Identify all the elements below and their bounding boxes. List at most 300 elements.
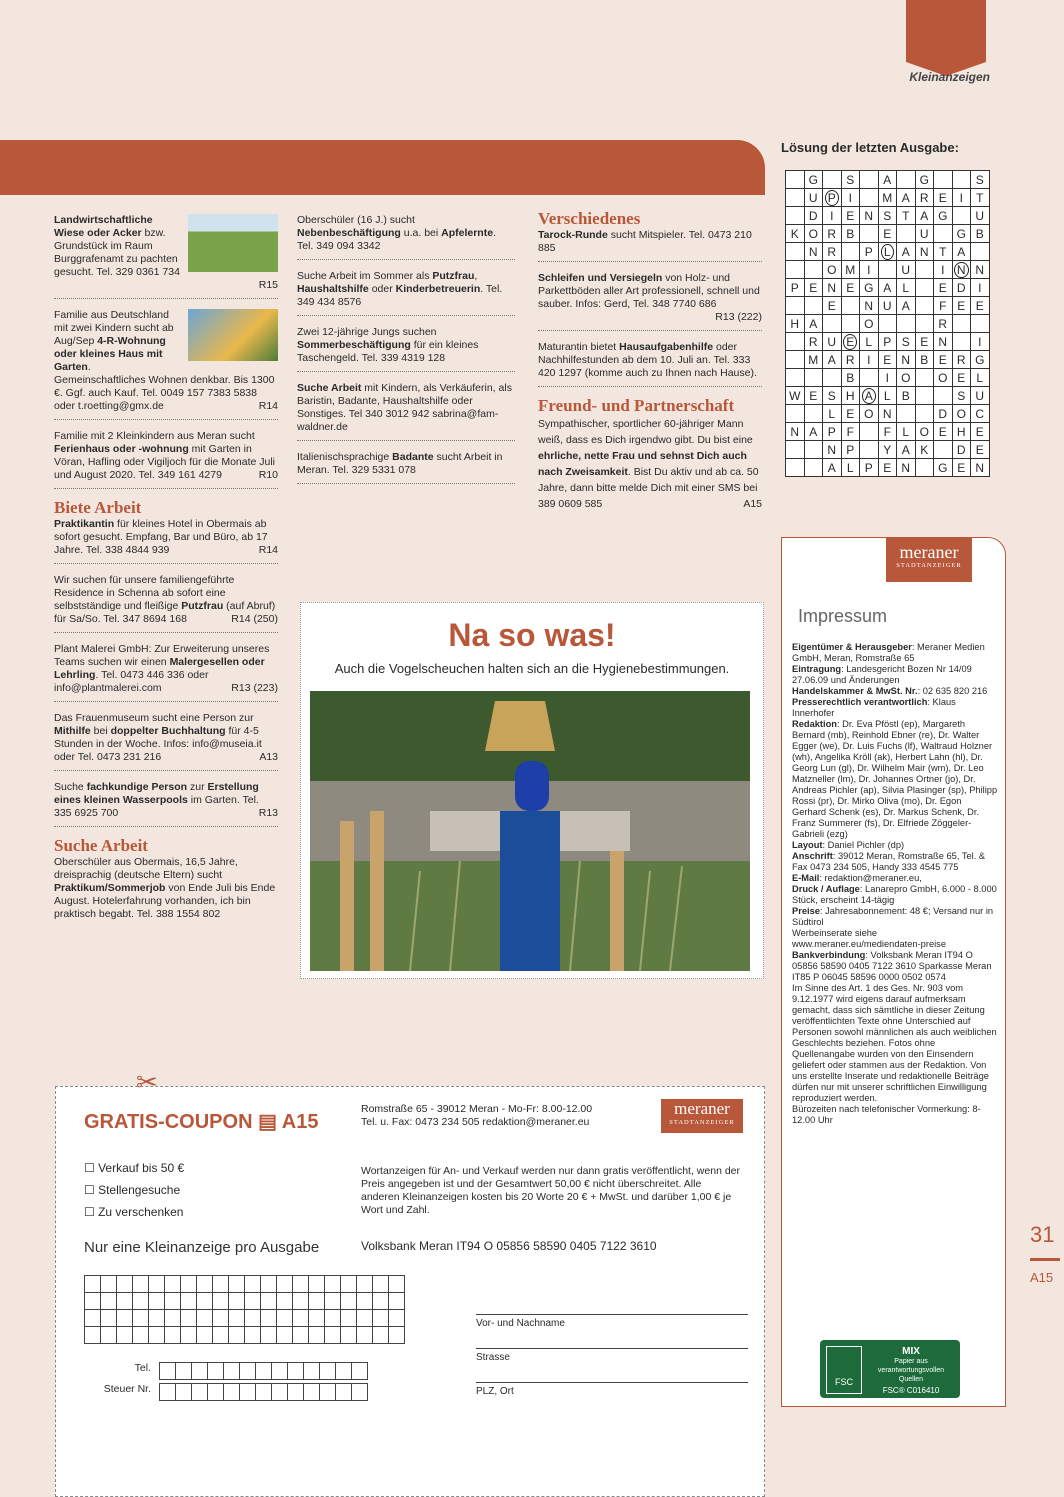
grid-cell[interactable] (224, 1363, 240, 1380)
grid-cell[interactable] (197, 1276, 213, 1293)
impressum-line: Druck / Auflage: Lanarepro GmbH, 6.000 - 8.000 Stück, erscheint 14-tägig (792, 884, 997, 905)
grid-cell[interactable] (336, 1384, 352, 1401)
crossword-cell (786, 369, 805, 387)
coupon-info: Wortanzeigen für An- und Verkauf werden nur dann gratis veröffentlicht, wenn der Preis angegeben ist und der Gesamtwert 50,00 € nicht überschreitet. Alle anderen Kleinanzeigen kosten bis 20 Worte 20 € + MwSt. und darüber 1,00 € je Wort und Zahl. (361, 1165, 741, 1216)
plz-field[interactable]: PLZ, Ort (476, 1382, 748, 1397)
grid-cell[interactable] (320, 1363, 336, 1380)
crossword-cell: E (878, 351, 897, 369)
crossword-cell: R (804, 333, 823, 351)
crossword-cell: O (860, 315, 879, 333)
coupon-option[interactable]: ☐ Zu verschenken (84, 1205, 184, 1219)
grid-cell[interactable] (341, 1293, 357, 1310)
grid-cell[interactable] (85, 1310, 101, 1327)
grid-cell[interactable] (133, 1293, 149, 1310)
coupon-option[interactable]: ☐ Stellengesuche (84, 1183, 181, 1197)
verschiedenes-heading: Verschiedenes (538, 209, 641, 228)
grid-cell[interactable] (325, 1293, 341, 1310)
crossword-cell: E (915, 333, 934, 351)
crossword-cell: R (841, 351, 860, 369)
crossword-cell: A (860, 387, 879, 405)
grid-cell[interactable] (197, 1293, 213, 1310)
crossword-cell: O (804, 225, 823, 243)
coupon-book-icon: ▤ (258, 1111, 282, 1133)
crossword-cell (934, 225, 953, 243)
grid-cell[interactable] (176, 1384, 192, 1401)
crossword-cell (915, 315, 934, 333)
grid-cell[interactable] (389, 1276, 405, 1293)
crossword-cell: L (878, 243, 897, 261)
crossword-cell: I (878, 369, 897, 387)
grid-cell[interactable] (165, 1293, 181, 1310)
grid-cell[interactable] (389, 1310, 405, 1327)
crossword-cell (897, 171, 916, 189)
classified-ad: Oberschüler aus Obermais, 16,5 Jahre, dreisprachig (deutsche Eltern) sucht Praktikum/Sommerjob von Ende Juli bis Ende August. Hotelerfahrung vorhanden, ich bin praktisch begabt. Tel. 388 1554 802 (54, 856, 276, 920)
impressum-line: Preise: Jahresabonnement: 48 €; Versand nur in Südtirol (792, 906, 994, 927)
grid-cell[interactable] (304, 1384, 320, 1401)
grid-cell[interactable] (133, 1327, 149, 1344)
crossword-cell (915, 297, 934, 315)
street-field[interactable]: Strasse (476, 1348, 748, 1363)
crossword-cell: G (934, 459, 953, 477)
crossword-cell: F (841, 423, 860, 441)
crossword-cell (915, 459, 934, 477)
grid-cell[interactable] (213, 1276, 229, 1293)
classified-ad: Sympathischer, sportlicher 60-jähriger Mann weiß, dass es Dich irgendwo gibt. Du bist eine ehrliche, nette Frau und sehnst Dich auch nach Zweisamkeit. Bist Du aktiv und ab ca. 50 Jahre, dann bitte melde Dich mit einer SMS bei 389 0609 585 A15 (538, 418, 762, 510)
column-2 (297, 214, 515, 494)
impressum-line: Anschrift: 39012 Meran, Romstraße 65, Tel. & Fax 0473 234 505, Handy 333 4545 775 (792, 851, 986, 872)
word-grid[interactable] (84, 1275, 405, 1344)
grid-cell[interactable] (309, 1310, 325, 1327)
grid-cell[interactable] (261, 1293, 277, 1310)
crossword-cell: M (841, 261, 860, 279)
crossword-cell (860, 171, 879, 189)
grid-cell[interactable] (277, 1276, 293, 1293)
impressum-box (781, 537, 1006, 1407)
crossword-cell: S (878, 207, 897, 225)
crossword-cell: B (841, 225, 860, 243)
crossword-cell: F (878, 423, 897, 441)
grid-cell[interactable] (165, 1276, 181, 1293)
grid-cell[interactable] (277, 1293, 293, 1310)
page-divider (1030, 1258, 1060, 1261)
grid-cell[interactable] (160, 1384, 176, 1401)
impressum-line: Im Sinne des Art. 1 des Ges. Nr. 903 vom 9.12.1977 wird eigens darauf aufmerksam gemacht, dass sich sämtliche in dieser Zeitung veröffentlichten Texte ohne Unterschied auf Personen sowohl männlichen als auch weiblichen Geschlechts beziehen. Fotos ohne Quellenangabe wurden von den Einsendern geliefert oder stammen aus der Redaktion. Von uns erstellte Inserate und redaktionelle Beiträge dürfen nur mit unserer schriftlichen Einwilligung reproduziert werden. (792, 983, 997, 1103)
crossword-cell (786, 297, 805, 315)
grid-cell[interactable] (165, 1310, 181, 1327)
crossword-solution (785, 170, 990, 477)
crossword-cell: I (934, 261, 953, 279)
coupon-option[interactable]: ☐ Verkauf bis 50 € (84, 1161, 185, 1175)
crossword-cell: S (841, 171, 860, 189)
grid-cell[interactable] (389, 1293, 405, 1310)
grid-cell[interactable] (261, 1327, 277, 1344)
crossword-cell (952, 333, 971, 351)
section-label: Kleinanzeigen (909, 70, 990, 84)
page-number: 31 (1030, 1222, 1055, 1247)
grid-cell[interactable] (288, 1363, 304, 1380)
crossword-cell: A (878, 279, 897, 297)
grid-cell[interactable] (208, 1363, 224, 1380)
grid-cell[interactable] (181, 1310, 197, 1327)
impressum-line: Redaktion: Dr. Eva Pföstl (ep), Margareth Bernard (mb), Reinhold Ebner (re), Dr. Walter Egger (we), Dr. Luis Fuchs (lf), Waltraud Holzner (wh), Angelika Kröll (ak), Herbert Lahn (hl), Dr. Georg Lun (gl), Dr. Wilhelm Mair (wm), Dr. Leo Matzneller (lm), Dr. Johannes Ortner (jo), Dr. Andreas Pichler (ap), Silvia Plasinger (sp), Philipp Rossi (pr), Dr. Mirko Oliva (mo), Dr. Egon Gerhard Schenk (es), Dr. Markus Schenk, Dr. Franz Summerer (fs), Dr. Elfriede Zöggeler-Gabrieli (ezg) (792, 719, 998, 839)
crossword-cell: E (841, 333, 860, 351)
tel-label: Tel. (134, 1362, 151, 1374)
crossword-cell: R (823, 243, 842, 261)
crossword-cell: B (915, 351, 934, 369)
crossword-cell: G (804, 171, 823, 189)
crossword-cell: Y (878, 441, 897, 459)
impressum-logo: meraner STADTANZEIGER (886, 538, 972, 582)
family-photo (188, 309, 278, 361)
crossword-cell: N (971, 261, 990, 279)
grid-cell[interactable] (293, 1276, 309, 1293)
crossword-cell: I (860, 261, 879, 279)
crossword-cell: D (952, 279, 971, 297)
crossword-cell: A (897, 297, 916, 315)
crossword-cell: D (952, 441, 971, 459)
crossword-cell: B (971, 225, 990, 243)
grid-cell[interactable] (309, 1327, 325, 1344)
crossword-cell: U (878, 297, 897, 315)
crossword-cell: I (971, 333, 990, 351)
grid-cell[interactable] (117, 1276, 133, 1293)
crossword-cell (823, 315, 842, 333)
crossword-cell: L (841, 459, 860, 477)
crossword-cell: N (786, 423, 805, 441)
grid-cell[interactable] (245, 1293, 261, 1310)
partnerschaft-heading: Freund- und Partnerschaft (538, 396, 735, 415)
crossword-cell: I (841, 189, 860, 207)
crossword-cell: H (952, 423, 971, 441)
na-so-was-subtitle: Auch die Vogelscheuchen halten sich an die Hygienebestimmungen. (334, 661, 730, 676)
crossword-cell: I (823, 207, 842, 225)
grid-cell[interactable] (85, 1327, 101, 1344)
grid-cell[interactable] (373, 1327, 389, 1344)
suche-arbeit-heading: Suche Arbeit (54, 836, 148, 855)
crossword-cell (823, 369, 842, 387)
crossword-cell: N (897, 351, 916, 369)
classified-ad: Suche Arbeit im Sommer als Putzfrau, Haushaltshilfe oder Kinderbetreuerin. Tel. 349 434 8576 (297, 270, 515, 316)
crossword-cell (804, 459, 823, 477)
grid-cell[interactable] (229, 1293, 245, 1310)
classified-ad: Familie aus Deutschland mit zwei Kindern sucht ab Aug/Sep 4-R-Wohnung oder kleines Haus mit Garten. Gemeinschaftliches Wohnen denkbar. Bis 1300 €. Ggf. auch Kauf. Tel. 0049 157 7383 5838 oder t.roetting@gmx.de R14 (54, 309, 278, 420)
grid-cell[interactable] (325, 1310, 341, 1327)
grid-cell[interactable] (149, 1276, 165, 1293)
crossword-cell: M (804, 351, 823, 369)
grid-cell[interactable] (272, 1384, 288, 1401)
grid-cell[interactable] (133, 1310, 149, 1327)
grid-cell[interactable] (277, 1310, 293, 1327)
coupon-options (84, 1157, 184, 1223)
grid-cell[interactable] (352, 1363, 368, 1380)
crossword-cell: G (934, 207, 953, 225)
crossword-cell: G (971, 351, 990, 369)
crossword-cell (952, 315, 971, 333)
crossword-cell (915, 261, 934, 279)
grid-cell[interactable] (176, 1363, 192, 1380)
grid-cell[interactable] (256, 1384, 272, 1401)
crossword-cell (878, 261, 897, 279)
grid-cell[interactable] (149, 1310, 165, 1327)
crossword-cell: E (841, 405, 860, 423)
grid-cell[interactable] (320, 1384, 336, 1401)
grid-cell[interactable] (357, 1293, 373, 1310)
grid-cell[interactable] (373, 1293, 389, 1310)
classified-ad: Schleifen und Versiegeln von Holz- und Parkettböden aller Art professionell, schnell und sauber. Infos: Gerd, Tel. 348 7740 686 R13 (222) (538, 272, 762, 331)
crossword-cell (897, 315, 916, 333)
crossword-cell: O (823, 261, 842, 279)
crossword-cell: U (804, 189, 823, 207)
grid-cell[interactable] (341, 1276, 357, 1293)
crossword-cell: R (952, 351, 971, 369)
grid-cell[interactable] (341, 1310, 357, 1327)
crossword-cell: N (897, 459, 916, 477)
grid-cell[interactable] (197, 1327, 213, 1344)
impressum-line: Bürozeiten nach telefonischer Vormerkung: 8-12.00 Uhr (792, 1104, 981, 1125)
crossword-cell: E (934, 351, 953, 369)
grid-cell[interactable] (373, 1310, 389, 1327)
impressum-line: E-Mail: redaktion@meraner.eu, (792, 873, 922, 883)
column-1 (54, 214, 278, 937)
coupon-address: Romstraße 65 - 39012 Meran - Mo-Fr: 8.00-12.00 (361, 1103, 593, 1115)
crossword-cell: L (897, 279, 916, 297)
grid-cell[interactable] (208, 1384, 224, 1401)
crossword-cell: U (971, 387, 990, 405)
impressum-line: Handelskammer & MwSt. Nr.: 02 635 820 216 (792, 686, 988, 696)
crossword-cell: U (971, 207, 990, 225)
classified-ad: Maturantin bietet Hausaufgabenhilfe oder Nachhilfestunden ab dem 10. Juli an. Tel. 333 420 1297 (komme auch zu Ihnen nach Hause). (538, 341, 762, 387)
coupon-bank: Volksbank Meran IT94 O 05856 58590 0405 7122 3610 (361, 1239, 657, 1253)
grid-cell[interactable] (357, 1276, 373, 1293)
grid-cell[interactable] (389, 1327, 405, 1344)
grid-cell[interactable] (192, 1384, 208, 1401)
crossword-cell: A (952, 243, 971, 261)
crossword-cell: T (971, 189, 990, 207)
crossword-cell: E (934, 279, 953, 297)
crossword-cell (786, 441, 805, 459)
grid-cell[interactable] (117, 1310, 133, 1327)
grid-cell[interactable] (192, 1363, 208, 1380)
grid-cell[interactable] (336, 1363, 352, 1380)
grid-cell[interactable] (213, 1293, 229, 1310)
grid-cell[interactable] (181, 1327, 197, 1344)
crossword-cell: D (804, 207, 823, 225)
grid-cell[interactable] (160, 1363, 176, 1380)
crossword-cell: U (897, 261, 916, 279)
coupon-title: GRATIS-COUPON (84, 1111, 253, 1133)
grid-cell[interactable] (101, 1310, 117, 1327)
scissors-icon: ✂ (136, 1067, 158, 1097)
grid-cell[interactable] (309, 1293, 325, 1310)
grid-cell[interactable] (304, 1363, 320, 1380)
fsc-badge: FSC MIX Papier aus verantwortungsvollen Quellen FSC® C016410 (820, 1340, 960, 1398)
grid-cell[interactable] (352, 1384, 368, 1401)
crossword-cell: E (841, 279, 860, 297)
crossword-cell (971, 243, 990, 261)
section-tab (906, 0, 986, 62)
grid-cell[interactable] (149, 1293, 165, 1310)
grid-cell[interactable] (245, 1327, 261, 1344)
crossword-cell: E (878, 225, 897, 243)
crossword-cell: G (952, 225, 971, 243)
crossword-cell (823, 171, 842, 189)
crossword-cell: S (952, 387, 971, 405)
classified-ad: Suche Arbeit mit Kindern, als Verkäuferin, als Baristin, Badante, Haushaltshilfe oder Sonstiges. Tel 340 3012 942 sabrina@fam-waldner.de (297, 382, 515, 441)
gratis-coupon (55, 1067, 765, 1497)
classified-ad: Italienischsprachige Badante sucht Arbeit in Meran. Tel. 329 5331 078 (297, 451, 515, 484)
crossword-cell: A (823, 459, 842, 477)
grid-cell[interactable] (240, 1363, 256, 1380)
crossword-cell: R (823, 225, 842, 243)
name-field[interactable]: Vor- und Nachname (476, 1314, 748, 1329)
crossword-cell (952, 171, 971, 189)
grid-cell[interactable] (85, 1293, 101, 1310)
grid-cell[interactable] (165, 1327, 181, 1344)
crossword-cell (841, 243, 860, 261)
tel-input[interactable] (159, 1362, 368, 1380)
impressum-line: Werbeinserate siehe www.meraner.eu/mediendaten-preise (792, 928, 946, 949)
crossword-cell: A (804, 315, 823, 333)
crossword-cell: S (823, 387, 842, 405)
crossword-cell (786, 207, 805, 225)
crossword-cell: P (860, 459, 879, 477)
crossword-cell: E (804, 279, 823, 297)
grid-cell[interactable] (293, 1293, 309, 1310)
crossword-cell (804, 369, 823, 387)
grid-cell[interactable] (325, 1327, 341, 1344)
crossword-cell: S (897, 333, 916, 351)
crossword-cell: L (823, 405, 842, 423)
grid-cell[interactable] (373, 1276, 389, 1293)
impressum-line: Presserechtlich verantwortlich: Klaus Innerhofer (792, 697, 956, 718)
crossword-cell (860, 423, 879, 441)
grid-cell[interactable] (133, 1276, 149, 1293)
crossword-cell: N (860, 297, 879, 315)
grid-cell[interactable] (85, 1276, 101, 1293)
crossword-cell (934, 171, 953, 189)
crossword-cell: E (804, 387, 823, 405)
grid-cell[interactable] (245, 1276, 261, 1293)
grid-cell[interactable] (293, 1310, 309, 1327)
grid-cell[interactable] (101, 1293, 117, 1310)
impressum-line: Eigentümer & Herausgeber: Meraner Medien GmbH, Meran, Romstraße 65 (792, 642, 985, 663)
crossword-cell (804, 261, 823, 279)
grid-cell[interactable] (117, 1293, 133, 1310)
grid-cell[interactable] (117, 1327, 133, 1344)
crossword-cell (786, 189, 805, 207)
crossword-cell: E (823, 297, 842, 315)
crossword-cell: E (971, 441, 990, 459)
grid-cell[interactable] (245, 1310, 261, 1327)
grid-cell[interactable] (261, 1310, 277, 1327)
crossword-cell: G (915, 171, 934, 189)
crossword-cell: C (971, 405, 990, 423)
crossword-cell: O (897, 369, 916, 387)
crossword-cell: N (971, 459, 990, 477)
crossword-cell (934, 441, 953, 459)
crossword-cell (841, 315, 860, 333)
classified-ad: Wir suchen für unsere familiengeführte Residence in Schenna ab sofort eine selbstständige und fleißige Putzfrau (auf Abruf) für Sa/So. Tel. 347 8694 168 R14 (250) (54, 574, 278, 633)
grid-cell[interactable] (261, 1276, 277, 1293)
crossword-cell (860, 225, 879, 243)
grid-cell[interactable] (101, 1327, 117, 1344)
grid-cell[interactable] (229, 1327, 245, 1344)
fsc-tree-icon: FSC (826, 1346, 862, 1394)
crossword-cell: E (952, 459, 971, 477)
crossword-cell (915, 387, 934, 405)
grid-cell[interactable] (256, 1363, 272, 1380)
coupon-logo: meraner STADTANZEIGER (661, 1099, 743, 1133)
crossword-cell (878, 315, 897, 333)
crossword-cell: T (934, 243, 953, 261)
crossword-cell: K (915, 441, 934, 459)
grid-cell[interactable] (272, 1363, 288, 1380)
crossword-cell: F (934, 297, 953, 315)
steuer-input[interactable] (159, 1383, 368, 1401)
crossword-cell: U (823, 333, 842, 351)
crossword-cell: P (841, 441, 860, 459)
grid-cell[interactable] (325, 1276, 341, 1293)
grid-cell[interactable] (341, 1327, 357, 1344)
crossword-cell: N (804, 243, 823, 261)
crossword-cell (786, 171, 805, 189)
crossword-cell: E (971, 297, 990, 315)
crossword-cell: P (823, 189, 842, 207)
grid-cell[interactable] (197, 1310, 213, 1327)
impressum-text (792, 642, 998, 1126)
crossword-cell: P (860, 243, 879, 261)
grid-cell[interactable] (240, 1384, 256, 1401)
grid-cell[interactable] (309, 1276, 325, 1293)
crossword-cell: P (823, 423, 842, 441)
crossword-cell: I (952, 189, 971, 207)
crossword-cell: U (915, 225, 934, 243)
crossword-cell: I (860, 351, 879, 369)
crossword-cell: B (897, 387, 916, 405)
grid-cell[interactable] (277, 1327, 293, 1344)
grid-cell[interactable] (213, 1310, 229, 1327)
crossword-cell: N (860, 207, 879, 225)
impressum-heading: Impressum (798, 606, 888, 626)
grid-cell[interactable] (357, 1327, 373, 1344)
grid-cell[interactable] (181, 1276, 197, 1293)
grid-cell[interactable] (357, 1310, 373, 1327)
crossword-cell (952, 207, 971, 225)
coupon-code: A15 (281, 1111, 319, 1133)
crossword-cell: E (934, 423, 953, 441)
grid-cell[interactable] (101, 1276, 117, 1293)
classified-ad: Landwirtschaftliche Wiese oder Acker bzw. Grundstück im Raum Burggrafenamt zu pachten gesucht. Tel. 329 0361 734 R15 (54, 214, 278, 299)
grid-cell[interactable] (288, 1384, 304, 1401)
crossword-cell (786, 333, 805, 351)
grid-cell[interactable] (213, 1327, 229, 1344)
crossword-cell (897, 405, 916, 423)
grid-cell[interactable] (229, 1276, 245, 1293)
crossword-cell: E (952, 297, 971, 315)
grid-cell[interactable] (181, 1293, 197, 1310)
crossword-cell: M (878, 189, 897, 207)
na-so-was-title: Na so was! (448, 617, 616, 653)
crossword-cell: A (804, 423, 823, 441)
crossword-cell (915, 369, 934, 387)
grid-cell[interactable] (149, 1327, 165, 1344)
impressum-line: Layout: Daniel Pichler (dp) (792, 840, 905, 850)
grid-cell[interactable] (229, 1310, 245, 1327)
grid-cell[interactable] (293, 1327, 309, 1344)
steuer-label: Steuer Nr. (103, 1383, 151, 1395)
crossword-cell: A (897, 189, 916, 207)
grid-cell[interactable] (224, 1384, 240, 1401)
